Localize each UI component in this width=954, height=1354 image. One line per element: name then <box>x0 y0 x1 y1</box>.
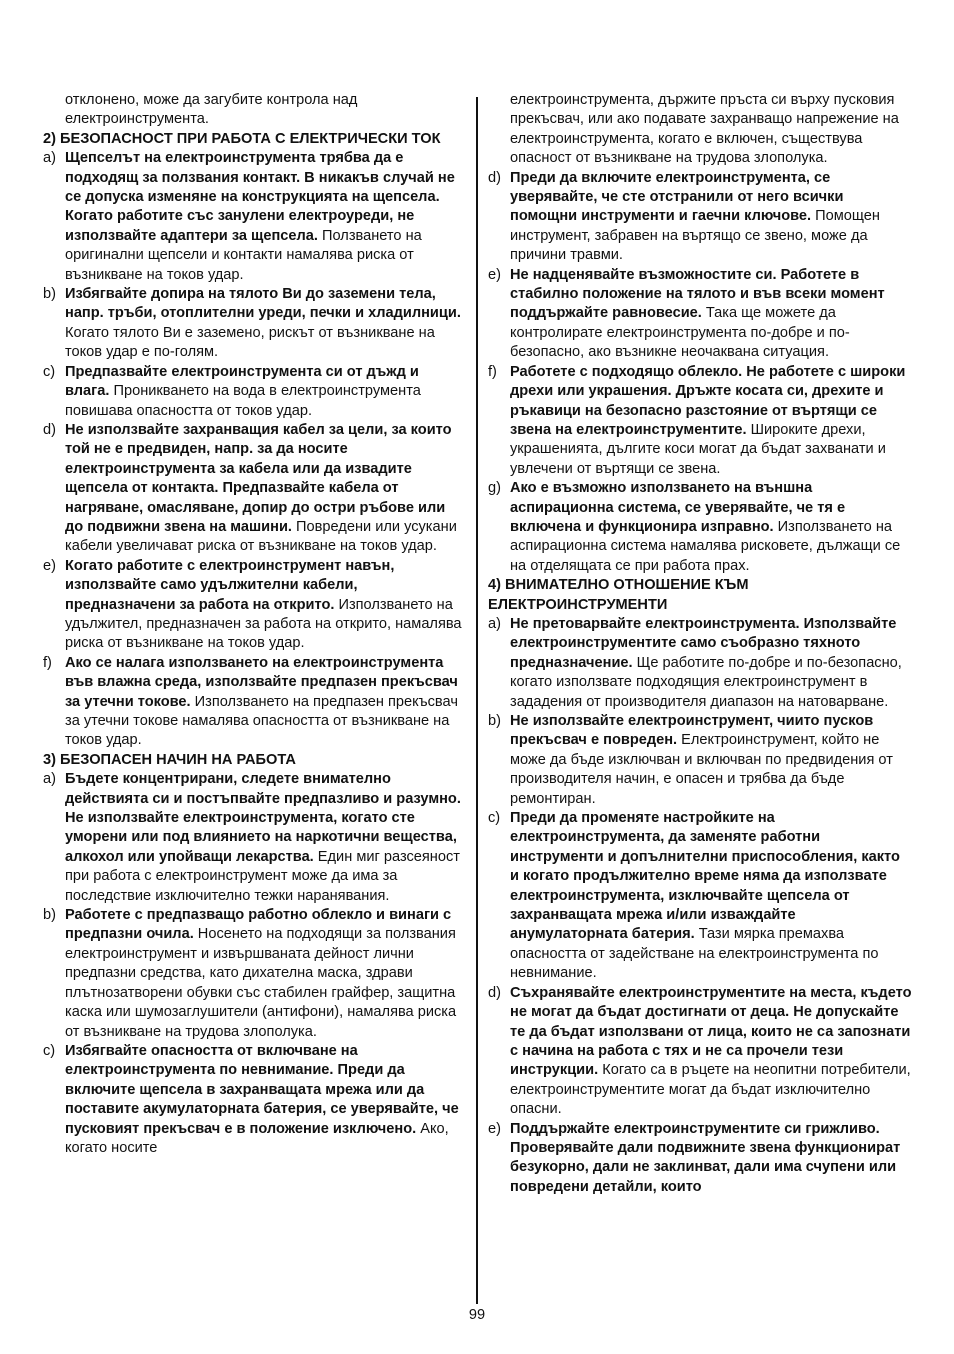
list-item <box>488 984 912 1120</box>
item-instruction: Бъдете концентрирани, следете внимателно действията си и постъпвайте предпазливо и разумно. Не използвайте електроинструмента, когато сте уморени или под влиянието на наркотични вещества, алкохол или упойващи лекарства. <box>65 771 461 865</box>
item-letter: g) <box>488 480 501 497</box>
item-instruction: Не надценявайте възможностите си. Работете в стабилно положение на тялото и във всеки момент поддържайте равновесие. <box>510 266 885 322</box>
item-letter: a) <box>488 615 501 632</box>
personal-safety-list-continued <box>488 169 912 577</box>
item-letter: e) <box>488 266 501 283</box>
item-explanation: Използването на удължител, предназначен за работа на открито, намалява риска от възникване на токов удар. <box>65 596 462 652</box>
item-instruction: Работете с подходящо облекло. Не работете с широки дрехи или украшения. Дръжте косата си, дрехите и ръкавици на безопасно разстояние от въртящи се звена на електроинструментите. <box>510 363 906 438</box>
list-item <box>43 285 466 363</box>
item-letter: a) <box>43 771 56 788</box>
list-item <box>43 906 466 1042</box>
item-letter: a) <box>43 150 56 167</box>
list-item <box>488 363 912 479</box>
list-item <box>43 363 466 421</box>
item-explanation: Проникването на вода в електроинструмента повишава опасността от токов удар. <box>65 383 421 419</box>
item-explanation: Широките дрехи, украшенията, дългите коси могат да бъдат захванати и увлечени от въртящи се звена. <box>510 421 886 477</box>
continuation-text: отклонено, може да загубите контрола над електроинструмента. <box>65 92 358 128</box>
item-explanation: Повредени или усукани кабели увеличават риска от възникване на токов удар. <box>65 518 457 555</box>
list-item <box>488 1120 912 1198</box>
list-item <box>488 479 912 576</box>
item-letter: f) <box>43 654 52 671</box>
item-instruction: Щепселът на електроинструмента трябва да е подходящ за ползвания контакт. В никакъв случай не се допуска изменяне на конструкцията на щепсела. Когато работите със занулени електроуреди, не използвайте адаптери за щепсела. <box>65 150 455 244</box>
list-item <box>488 615 912 712</box>
item-explanation: Така ще можете да контролирате електроинструмента по-добре и по-безопасно, ако възникне неочаквана ситуация. <box>510 305 850 361</box>
item-letter: d) <box>488 169 501 186</box>
section-heading-tool-care: 4) ВНИМАТЕЛНО ОТНОШЕНИЕ КЪМ ЕЛЕКТРОИНСТРУМЕНТИ <box>488 577 749 613</box>
item-instruction: Преди да променяте настройките на електроинструмента, да заменяте работни инструменти и допълнителни приспособления, както и когато продължително време няма да използвате електроинструмента, изключвайте щепсела от захранващата мрежа и/или изваждайте анумулаторната батерия. <box>510 810 900 943</box>
item-explanation: Един миг разсеяност при работа с електроинструмент може да има за последствие изключително тежки наранявания. <box>65 848 460 904</box>
item-letter: e) <box>488 1120 501 1137</box>
item-instruction: Ако се налага използването на електроинструмента във влажна среда, използвайте предпазен прекъсвач за утечни токове. <box>65 654 458 710</box>
left-column <box>43 91 466 1158</box>
section-heading-electrical-safety: 2) БЕЗОПАСНОСТ ПРИ РАБОТА С ЕЛЕКТРИЧЕСКИ ТОК <box>43 130 441 147</box>
list-item <box>43 149 466 285</box>
item-letter: e) <box>43 557 56 574</box>
section-heading-personal-safety: 3) БЕЗОПАСЕН НАЧИН НА РАБОТА <box>43 751 296 768</box>
item-explanation: Тази мярка премахва опасността от задействане на електроинструмента по невнимание. <box>510 926 879 982</box>
item-explanation: Електроинструмент, който не може да бъде изключван и включван по предвидения от производителя начин, е опасен и трябва да бъде ремонтиран. <box>510 732 893 807</box>
item-letter: d) <box>43 421 56 438</box>
item-letter: b) <box>43 907 56 924</box>
item-explanation: Носенето на подходящи за ползвания електроинструмент и извършваната дейност лични предпазни средства, като дихателна маска, здрави плътнозатворени обувки със стабилен грайфер, защитна каска или шумозаглушители (антифони), намалява риска от възникване на трудова злополука. <box>65 926 457 1040</box>
item-explanation: Когато са в ръцете на неопитни потребители, електроинструментите могат да бъдат изключително опасни. <box>510 1062 911 1118</box>
list-item <box>43 770 466 906</box>
item-letter: c) <box>488 810 501 827</box>
list-item <box>488 809 912 984</box>
list-item <box>43 1042 466 1158</box>
electrical-safety-list <box>43 149 466 751</box>
list-item <box>43 557 466 654</box>
item-letter: f) <box>488 363 497 380</box>
item-instruction: Когато работите с електроинструмент навън, използвайте само удължителни кабели, предназначени за работа на открито. <box>65 557 395 613</box>
item-instruction: Не използвайте захранващия кабел за цели, за които той не е предвиден, напр. за да носите електроинструмента за кабела или да извадите щепсела от контакта. Предпазвайте кабела от нагряване, омасляване, допир до остри ръбове или до подвижни звена на машини. <box>65 421 452 535</box>
continuation-text: електроинструмента, държите пръста си върху пусковия прекъсвач, или ако подавате захранващо напрежение на електроинструмента, когато е включен, съществува опасност от възникване на трудова злополука. <box>510 92 899 167</box>
tool-care-list <box>488 615 912 1197</box>
item-letter: b) <box>43 286 56 303</box>
item-instruction: Не претоварвайте електроинструмента. Използвайте електроинструментите само съобразно тяхното предназначение. <box>510 615 897 671</box>
item-instruction: Избягвайте допира на тялото Ви до заземени тела, напр. тръби, отоплителни уреди, печки и хладилници. <box>65 286 461 322</box>
item-instruction: Съхранявайте електроинструментите на места, където не могат да бъдат достигнати от деца. Не допускайте те да бъдат използвани от лица, които не са запознати с начина на работа с тях и не са прочели тези инструкции. <box>510 984 912 1079</box>
item-letter: c) <box>43 363 56 380</box>
item-instruction: Не използвайте електроинструмент, чиито пусков прекъсвач е повреден. <box>510 713 874 749</box>
list-item <box>43 654 466 751</box>
item-letter: b) <box>488 713 501 729</box>
item-explanation: Когато тялото Ви е заземено, рискът от възникване на токов удар е по-голям. <box>65 324 435 361</box>
item-letter: d) <box>488 984 501 1001</box>
item-explanation: Помощен инструмент, забравен на въртящо се звено, може да причини травми. <box>510 208 880 264</box>
page-number: 99 <box>468 1307 486 1323</box>
item-explanation: Използването на предпазен прекъсвач за утечни токове намалява опасността от възникване на токов удар. <box>65 693 458 749</box>
item-instruction: Предпазвайте електроинструмента си от дъжд и влага. <box>65 363 419 400</box>
right-column <box>488 91 912 1197</box>
item-explanation: Използването на аспирационна система намалява рисковете, дължащи се на отделящата се при работа прах. <box>510 518 901 574</box>
item-instruction: Избягвайте опасността от включване на електроинструмента по невнимание. Преди да включите щепсела в захранващата мрежа или да поставите акумулаторната батерия, се уверявайте, че пусковият прекъсвач е в положение изключено. <box>65 1042 459 1137</box>
item-explanation: Ако, когато носите <box>65 1120 449 1156</box>
list-item <box>488 266 912 363</box>
item-explanation: Ползването на оригинални щепсели и контакти намалява риска от възникване на токов удар. <box>65 227 422 283</box>
personal-safety-list <box>43 770 466 1158</box>
list-item <box>488 712 912 809</box>
item-explanation: Ще работите по-добре и по-безопасно, когато използвате подходящия електроинструмент в зададения от производителя диапазон на натоварване. <box>510 654 902 710</box>
item-instruction: Поддържайте електроинструментите си грижливо. Проверявайте дали подвижните звена функционират безукорно, дали не заклинват, дали има счупени или повредени детайли, които <box>510 1120 901 1195</box>
item-instruction: Преди да включите електроинструмента, се уверявайте, че сте отстранили от него всички помощни инструменти и гаечни ключове. <box>510 169 844 225</box>
item-letter: c) <box>43 1042 56 1059</box>
column-divider <box>476 97 478 1304</box>
item-instruction: Ако е възможно използването на външна аспирационна система, се уверявайте, че тя е включена и функционира изправно. <box>510 480 846 535</box>
list-item <box>488 169 912 266</box>
item-instruction: Работете с предпазващо работно облекло и винаги с предпазни очила. <box>65 907 452 943</box>
list-item <box>43 421 466 557</box>
